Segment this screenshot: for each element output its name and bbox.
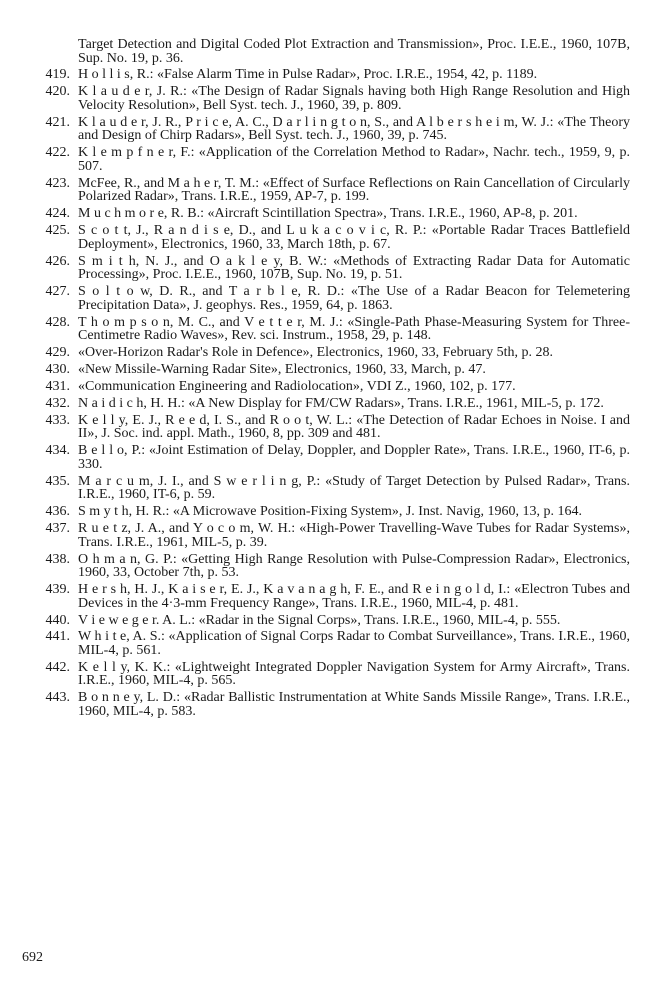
reference-435 [30, 475, 630, 502]
reference-430 [30, 363, 630, 377]
reference-419 [30, 68, 630, 82]
reference-text: R u e t z, J. A., and Y o c o m, W. H.: «High-Power Travelling-Wave Tubes for Radar Systems», Trans. I.R.E., 1961, MIL-5, p. 39. [78, 521, 630, 550]
reference-423 [30, 177, 630, 204]
reference-text: H o l l i s, R.: «False Alarm Time in Pulse Radar», Proc. I.R.E., 1954, 42, p. 1189. [78, 67, 538, 83]
reference-number: 420. [45, 84, 70, 100]
reference-text: M u c h m o r e, R. B.: «Aircraft Scintillation Spectra», Trans. I.R.E., 1960, AP-8, p. 201. [78, 206, 578, 222]
reference-number: 441. [45, 629, 70, 645]
reference-436 [30, 505, 630, 519]
reference-text: B o n n e y, L. D.: «Radar Ballistic Instrumentation at White Sands Missile Range», Trans. I.R.E., 1960, MIL-4, p. 583. [78, 690, 630, 719]
reference-number: 428. [45, 314, 70, 330]
reference-text: M a r c u m, J. I., and S w e r l i n g, P.: «Study of Target Detection by Pulsed Radar», Trans. I.R.E., 1960, IT-6, p. 59. [78, 473, 630, 503]
reference-number: 439. [45, 582, 70, 598]
reference-text: T h o m p s o n, M. C., and V e t t e r, M. J.: «Single-Path Phase-Measuring System for Three-Centimetre Radio Waves», Rev. sci. Instrum., 1958, 29, p. 148. [78, 314, 630, 344]
reference-number: 421. [45, 114, 70, 130]
reference-text: B e l l o, P.: «Joint Estimation of Delay, Doppler, and Doppler Rate», Trans. I.R.E., 1960, IT-6, p. 330. [78, 443, 630, 472]
reference-number: 436. [45, 504, 70, 520]
reference-number: 430. [45, 362, 70, 378]
reference-number: 442. [45, 659, 70, 675]
reference-number: 433. [45, 412, 70, 428]
reference-text: K l a u d e r, J. R.: «The Design of Radar Signals having both High Range Resolution and High Velocity Resolution», Bell Syst. tech. J., 1960, 39, p. 809. [78, 84, 630, 113]
reference-number: 424. [45, 206, 70, 222]
reference-442 [30, 661, 630, 688]
reference-428 [30, 316, 630, 343]
reference-number: 419. [45, 67, 70, 83]
reference-text: K e l l y, E. J., R e e d, I. S., and R o o t, W. L.: «The Detection of Radar Echoes in Noise. I and II», J. Soc. ind. appl. Math., 1960, 8, pp. 309 and 481. [78, 412, 630, 442]
reference-number: 434. [45, 443, 70, 459]
reference-437 [30, 522, 630, 549]
reference-text: McFee, R., and M a h e r, T. M.: «Effect of Surface Reflections on Rain Cancellation of Circularly Polarized Radar», Trans. I.R.E., 1959, AP-7, p. 199. [78, 175, 630, 205]
reference-text: S c o t t, J., R a n d i s e, D., and L u k a c o v i c, R. P.: «Portable Radar Traces Battlefield Deployment», Electronics, 1960, 33, March 18th, p. 67. [78, 223, 630, 252]
reference-continuation [30, 38, 630, 65]
reference-422 [30, 146, 630, 173]
reference-text: «New Missile-Warning Radar Site», Electronics, 1960, 33, March, p. 47. [78, 362, 486, 378]
reference-text: K e l l y, K. K.: «Lightweight Integrated Doppler Navigation System for Army Aircraft», Trans. I.R.E., 1960, MIL-4, p. 565. [78, 659, 630, 689]
reference-443 [30, 691, 630, 718]
reference-431 [30, 380, 630, 394]
reference-434 [30, 444, 630, 471]
reference-text: O h m a n, G. P.: «Getting High Range Resolution with Pulse-Compression Radar», Electronics, 1960, 33, October 7th, p. 53. [78, 551, 630, 581]
reference-number: 432. [45, 395, 70, 411]
reference-text: V i e w e g e r. A. L.: «Radar in the Signal Corps», Trans. I.R.E., 1960, MIL-4, p. 555. [78, 612, 561, 628]
reference-text: W h i t e, A. S.: «Application of Signal Corps Radar to Combat Surveillance», Trans. I.R.E., 1960, MIL-4, p. 561. [78, 629, 630, 658]
reference-number: 427. [45, 284, 70, 300]
reference-text: S o l t o w, D. R., and T a r b l e, R. D.: «The Use of a Radar Beacon for Telemetering Precipitation Data», J. geophys. Res., 1959, 64, p. 1863. [78, 284, 630, 313]
reference-text: Target Detection and Digital Coded Plot Extraction and Transmission», Proc. I.E.E., 1960, 107B, Sup. No. 19, p. 36. [78, 37, 630, 66]
reference-432 [30, 397, 630, 411]
reference-number: 425. [45, 223, 70, 239]
page-number: 692 [22, 950, 43, 965]
reference-number: 443. [45, 690, 70, 706]
reference-text: S m i t h, N. J., and O a k l e y, B. W.: «Methods of Extracting Radar Data for Automatic Processing», Proc. I.E.E., 1960, 107B, Sup. No. 19, p. 51. [78, 253, 630, 283]
reference-number: 429. [45, 345, 70, 361]
reference-number: 437. [45, 521, 70, 537]
reference-text: N a i d i c h, H. H.: «A New Display for FM/CW Radars», Trans. I.R.E., 1961, MIL-5, p. 172. [78, 395, 604, 411]
reference-number: 422. [45, 145, 70, 161]
reference-text: H e r s h, H. J., K a i s e r, E. J., K a v a n a g h, F. E., and R e i n g o l d, I.: «Electron Tubes and Devices in the 4·3-mm Frequency Range», Trans. I.R.E., 1960, MIL-4, p. 481. [78, 582, 630, 611]
reference-420 [30, 85, 630, 112]
reference-438 [30, 553, 630, 580]
reference-list [30, 38, 630, 722]
reference-text: «Communication Engineering and Radiolocation», VDI Z., 1960, 102, p. 177. [78, 378, 516, 394]
reference-424 [30, 207, 630, 221]
reference-427 [30, 285, 630, 312]
reference-441 [30, 630, 630, 657]
reference-number: 431. [45, 378, 70, 394]
reference-429 [30, 346, 630, 360]
reference-number: 423. [45, 175, 70, 191]
reference-text: «Over-Horizon Radar's Role in Defence», Electronics, 1960, 33, February 5th, p. 28. [78, 345, 554, 361]
reference-number: 440. [45, 612, 70, 628]
reference-426 [30, 255, 630, 282]
reference-number: 438. [45, 551, 70, 567]
reference-text: S m y t h, H. R.: «A Microwave Position-Fixing System», J. Inst. Navig, 1960, 13, p. 164. [78, 504, 583, 520]
reference-425 [30, 224, 630, 251]
reference-433 [30, 414, 630, 441]
reference-number: 426. [45, 253, 70, 269]
reference-number: 435. [45, 473, 70, 489]
reference-text: K l e m p f n e r, F.: «Application of the Correlation Method to Radar», Nachr. tech., 1959, 9, p. 507. [78, 145, 630, 174]
reference-421 [30, 116, 630, 143]
reference-439 [30, 583, 630, 610]
reference-text: K l a u d e r, J. R., P r i c e, A. C., D a r l i n g t o n, S., and A l b e r s h e i m, W. J.: «The Theory and Design of Chirp Radars», Bell Syst. tech. J., 1960, 39, p. 745. [78, 114, 630, 144]
reference-440 [30, 614, 630, 628]
